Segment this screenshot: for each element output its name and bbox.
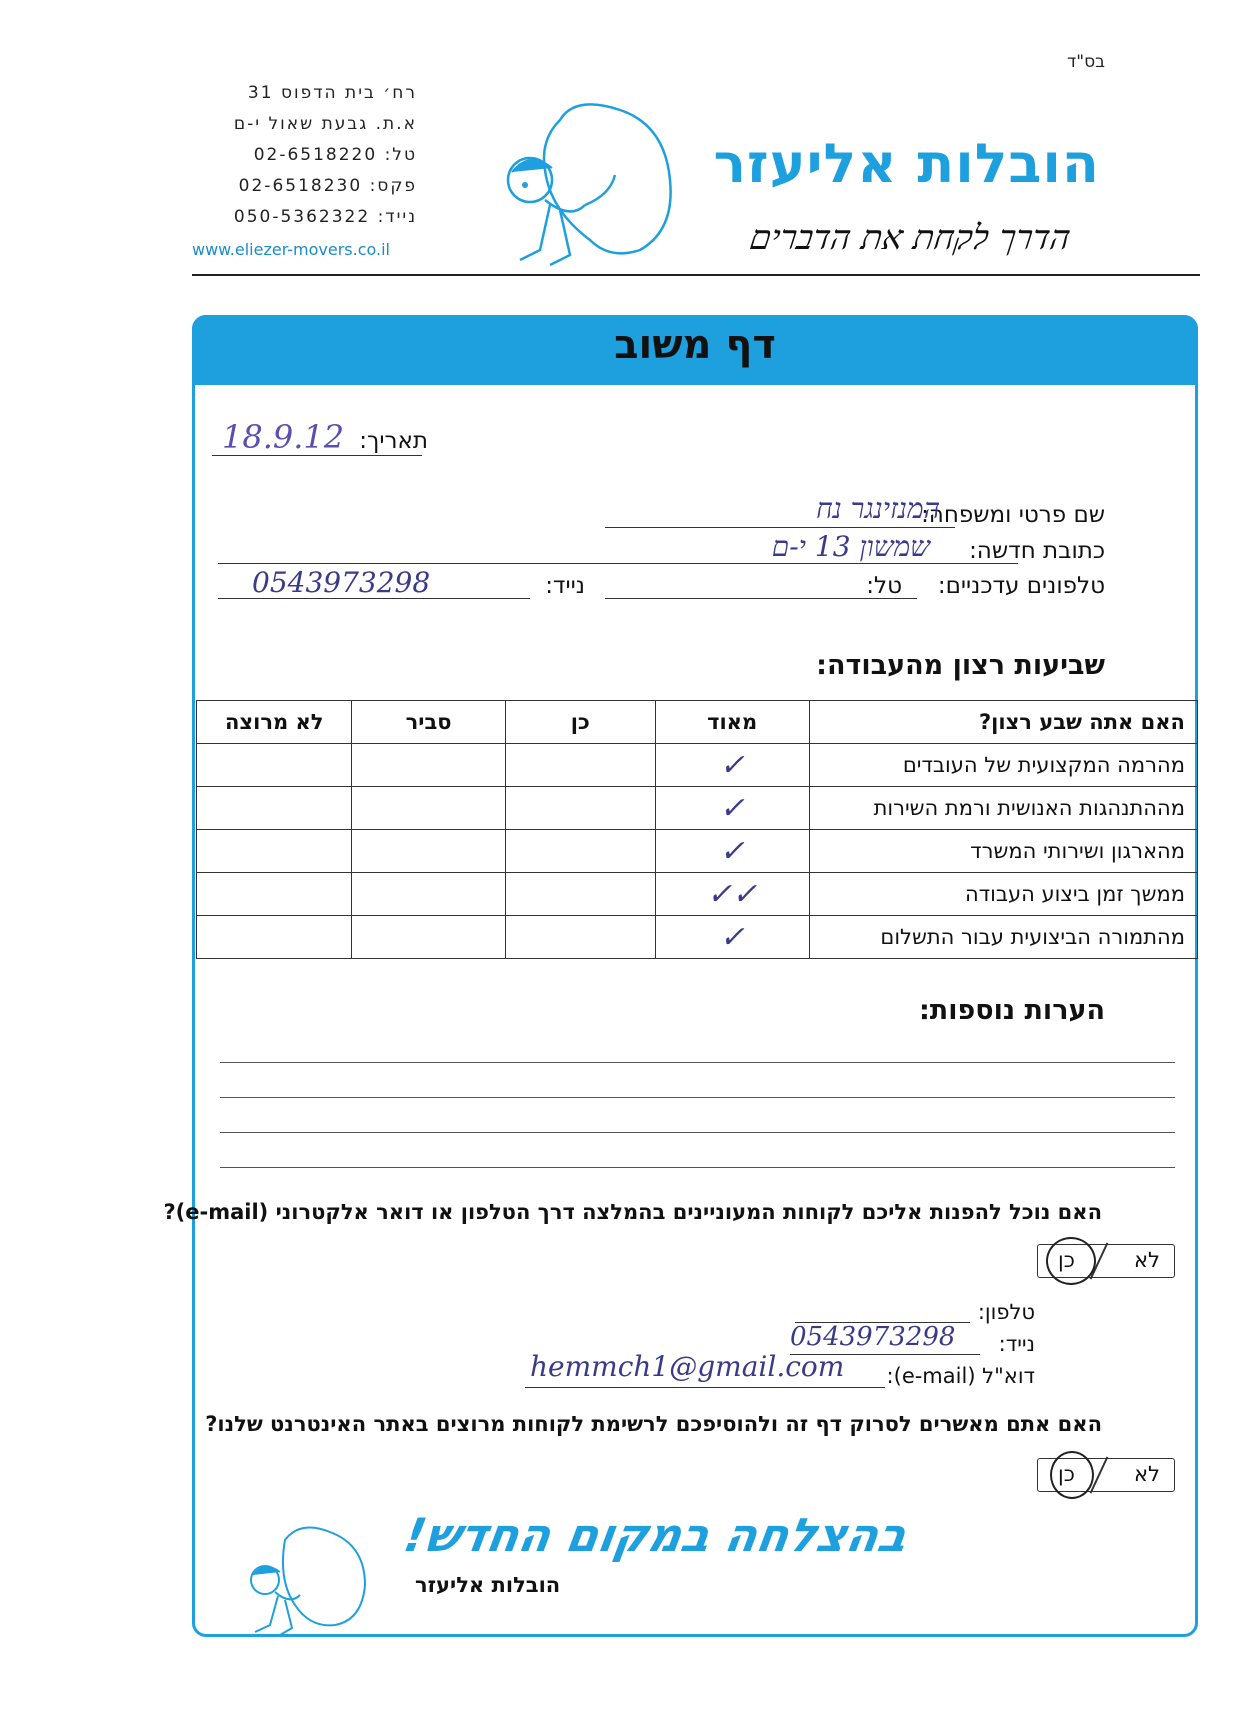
referral-yes-option[interactable]: כן [1058, 1248, 1075, 1272]
question-cell: מההתנהגות האנושית ורמת השירות [809, 787, 1197, 830]
form-title: דף משוב [614, 322, 776, 368]
tel-field-line[interactable] [605, 598, 917, 599]
mobile-number: 050-5362322 [233, 207, 371, 227]
notes-heading: הערות נוספות: [918, 995, 1105, 1026]
column-header: האם אתה שבע רצון? [809, 701, 1197, 744]
bsd-mark: בס"ד [1067, 52, 1105, 72]
brand-slogan: הדרך לקחת את הדברים [747, 218, 1073, 258]
table-row [197, 873, 1198, 916]
column-header: כן [505, 701, 655, 744]
check-cell[interactable] [505, 787, 655, 830]
check-cell[interactable] [505, 830, 655, 873]
contact-email-line [525, 1387, 885, 1388]
header-divider [192, 274, 1200, 276]
check-cell[interactable] [197, 873, 352, 916]
referral-no-option[interactable]: לא [1134, 1248, 1160, 1272]
footer-brand: הובלות אליעזר [415, 1573, 561, 1597]
notes-line[interactable] [220, 1132, 1175, 1133]
question-cell: ממשך זמן ביצוע העבודה [809, 873, 1197, 916]
table-row [197, 744, 1198, 787]
check-cell[interactable]: ✓ [655, 830, 809, 873]
mobile-row [192, 202, 417, 233]
mobile-label: נייד: [377, 207, 417, 227]
new-address-field[interactable]: שמשון 13 י-ם [771, 530, 930, 563]
check-cell[interactable]: ✓ [655, 787, 809, 830]
check-cell[interactable] [197, 830, 352, 873]
selected-circle-mark [1050, 1451, 1094, 1499]
notes-line[interactable] [220, 1167, 1175, 1168]
phone-number: 02-6518220 [253, 145, 378, 165]
date-field[interactable]: 18.9.12 [222, 418, 345, 456]
notes-line[interactable] [220, 1062, 1175, 1063]
column-header: סביר [352, 701, 505, 744]
tel-label: טל: [866, 573, 902, 599]
publish-yes-no-box [1037, 1458, 1175, 1492]
table-header-row [197, 701, 1198, 744]
column-header: לא מרוצה [197, 701, 352, 744]
new-address-label: כתובת חדשה: [969, 538, 1105, 564]
check-cell[interactable]: ✓ [655, 744, 809, 787]
footer-slogan: בהצלחה במקום החדש! [400, 1508, 912, 1562]
satisfaction-table [196, 700, 1198, 959]
name-label: שם פרטי ומשפחה: [921, 502, 1105, 528]
table-row [197, 830, 1198, 873]
publish-yes-option[interactable]: כן [1058, 1462, 1075, 1486]
check-cell[interactable] [197, 916, 352, 959]
check-cell[interactable] [505, 873, 655, 916]
mobile-label: נייד: [545, 573, 585, 599]
table-row [197, 916, 1198, 959]
referral-question: האם נוכל להפנות אליכם לקוחות המעוניינים בהמלצה דרך הטלפון או דואר אלקטרוני (e-mail)? [163, 1200, 1102, 1224]
check-cell[interactable] [352, 830, 505, 873]
notes-line[interactable] [220, 1097, 1175, 1098]
check-cell[interactable] [352, 873, 505, 916]
fax-row [192, 171, 417, 202]
check-cell[interactable] [197, 787, 352, 830]
column-header: מאוד [655, 701, 809, 744]
selected-circle-mark [1046, 1237, 1096, 1285]
fax-number: 02-6518230 [238, 176, 363, 196]
contact-mobile-label: נייד: [998, 1332, 1035, 1356]
check-cell[interactable] [505, 916, 655, 959]
check-cell[interactable] [352, 744, 505, 787]
contact-mobile-field[interactable]: 0543973298 [790, 1322, 956, 1352]
table-row [197, 787, 1198, 830]
question-cell: מהארגון ושירותי המשרד [809, 830, 1197, 873]
contact-email-label: דוא"ל (e-mail): [886, 1364, 1035, 1388]
publish-no-option[interactable]: לא [1134, 1462, 1160, 1486]
question-cell: מהרמה המקצועית של העובדים [809, 744, 1197, 787]
question-cell: מהתמורה הביצועית עבור התשלום [809, 916, 1197, 959]
company-address-block [192, 78, 417, 233]
publish-consent-question: האם אתם מאשרים לסרוק דף זה ולהוסיפכם לרשימת לקוחות מרוצים באתר האינטרנט שלנו? [205, 1412, 1102, 1436]
mover-mascot-icon [240, 1520, 380, 1645]
check-cell[interactable] [197, 744, 352, 787]
phone-row [192, 140, 417, 171]
address-line-2: א.ת. גבעת שאול י-ם [233, 114, 417, 134]
current-phones-label: טלפונים עדכניים: [937, 573, 1105, 599]
contact-email-field[interactable]: hemmch1@gmail.com [530, 1350, 845, 1383]
contact-phone-label: טלפון: [977, 1300, 1035, 1324]
phone-label: טל: [384, 145, 417, 165]
address-line-1: רח׳ בית הדפוס 31 [247, 83, 417, 103]
name-field-line [605, 527, 955, 528]
check-cell[interactable] [352, 787, 505, 830]
mover-mascot-icon [490, 90, 720, 285]
mobile-field[interactable]: 0543973298 [252, 566, 431, 599]
name-field[interactable]: המנזינגר נח [816, 492, 940, 525]
check-cell[interactable]: ✓ [655, 916, 809, 959]
company-website-link[interactable]: www.eliezer-movers.co.il [192, 240, 390, 259]
brand-name: הובלות אליעזר [713, 132, 1100, 195]
fax-label: פקס: [369, 176, 417, 196]
referral-yes-no-box [1037, 1244, 1175, 1278]
check-cell[interactable] [505, 744, 655, 787]
date-label: תאריך: [359, 428, 428, 454]
satisfaction-heading: שביעות רצון מהעבודה: [816, 650, 1105, 681]
check-cell[interactable]: ✓✓ [655, 873, 809, 916]
check-cell[interactable] [352, 916, 505, 959]
